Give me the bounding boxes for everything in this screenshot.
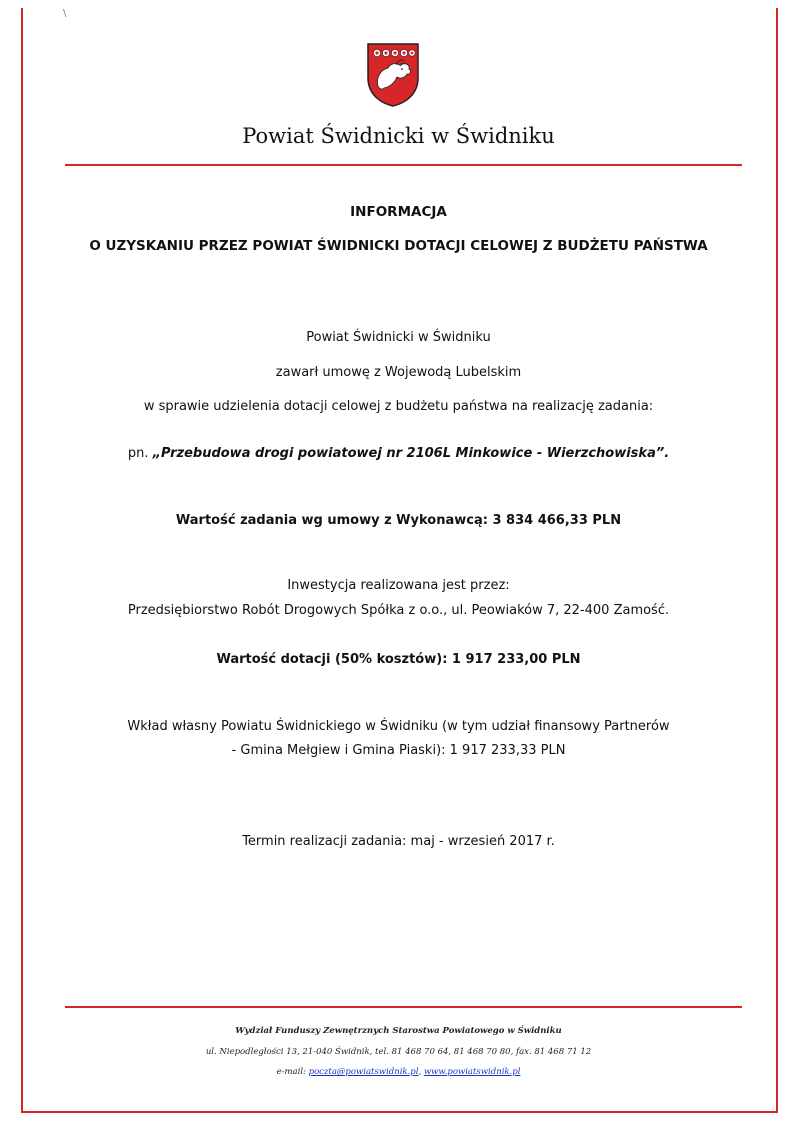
document-title: INFORMACJA [350, 204, 447, 220]
grant-value: Wartość dotacji (50% kosztów): 1 917 233,00 PLN [216, 652, 581, 667]
body-purpose: w sprawie udzielenia dotacji celowej z budżetu państwa na realizację zadania: [143, 399, 654, 414]
footer-divider [65, 1006, 742, 1008]
task-suffix: . [664, 446, 670, 461]
footer-separator: , [418, 1067, 424, 1077]
task-line [0, 446, 797, 462]
page-frame [21, 8, 778, 1113]
task-name: „Przebudowa drogi powiatowej nr 2106L Minkowice - Wierzchowiska” [152, 446, 665, 461]
header-divider [65, 164, 742, 166]
body-party: Powiat Świdnicki w Świdniku [306, 330, 491, 345]
body-agreement: zawarł umowę z Wojewodą Lubelskim [275, 365, 522, 380]
organization-title: Powiat Świdnicki w Świdniku [242, 124, 555, 148]
executor-details: Przedsiębiorstwo Robót Drogowych Spółka z o.o., ul. Peowiaków 7, 22-400 Zamość. [127, 603, 670, 618]
coat-of-arms-icon [366, 42, 420, 108]
own-contribution-line1: Wkład własny Powiatu Świdnickiego w Świdniku (w tym udział finansowy Partnerów [127, 719, 670, 734]
document-subtitle: O UZYSKANIU PRZEZ POWIAT ŚWIDNICKI DOTACJI CELOWEJ Z BUDŻETU PAŃSTWA [89, 238, 708, 254]
footer-website-link[interactable]: www.powiatswidnik.pl [423, 1067, 521, 1077]
footer-email-label: e-mail: [276, 1067, 309, 1077]
footer-department: Wydział Funduszy Zewnętrznych Starostwa Powiatowego w Świdniku [235, 1026, 562, 1036]
deadline: Termin realizacji zadania: maj - wrzesień 2017 r. [242, 834, 555, 849]
footer-email-link[interactable]: poczta@powiatswidnik.pl [308, 1067, 419, 1077]
footer-address: ul. Niepodległości 13, 21-040 Świdnik, tel. 81 468 70 64, 81 468 70 80, fax. 81 468 71 12 [205, 1047, 592, 1057]
contract-value: Wartość zadania wg umowy z Wykonawcą: 3 834 466,33 PLN [175, 513, 622, 528]
footer-contact [0, 1067, 797, 1078]
executor-intro: Inwestycja realizowana jest przez: [287, 578, 510, 593]
task-prefix: pn. [127, 446, 153, 461]
own-contribution-line2: - Gmina Mełgiew i Gmina Piaski): 1 917 233,33 PLN [231, 743, 566, 758]
stray-mark: \ [63, 8, 67, 19]
